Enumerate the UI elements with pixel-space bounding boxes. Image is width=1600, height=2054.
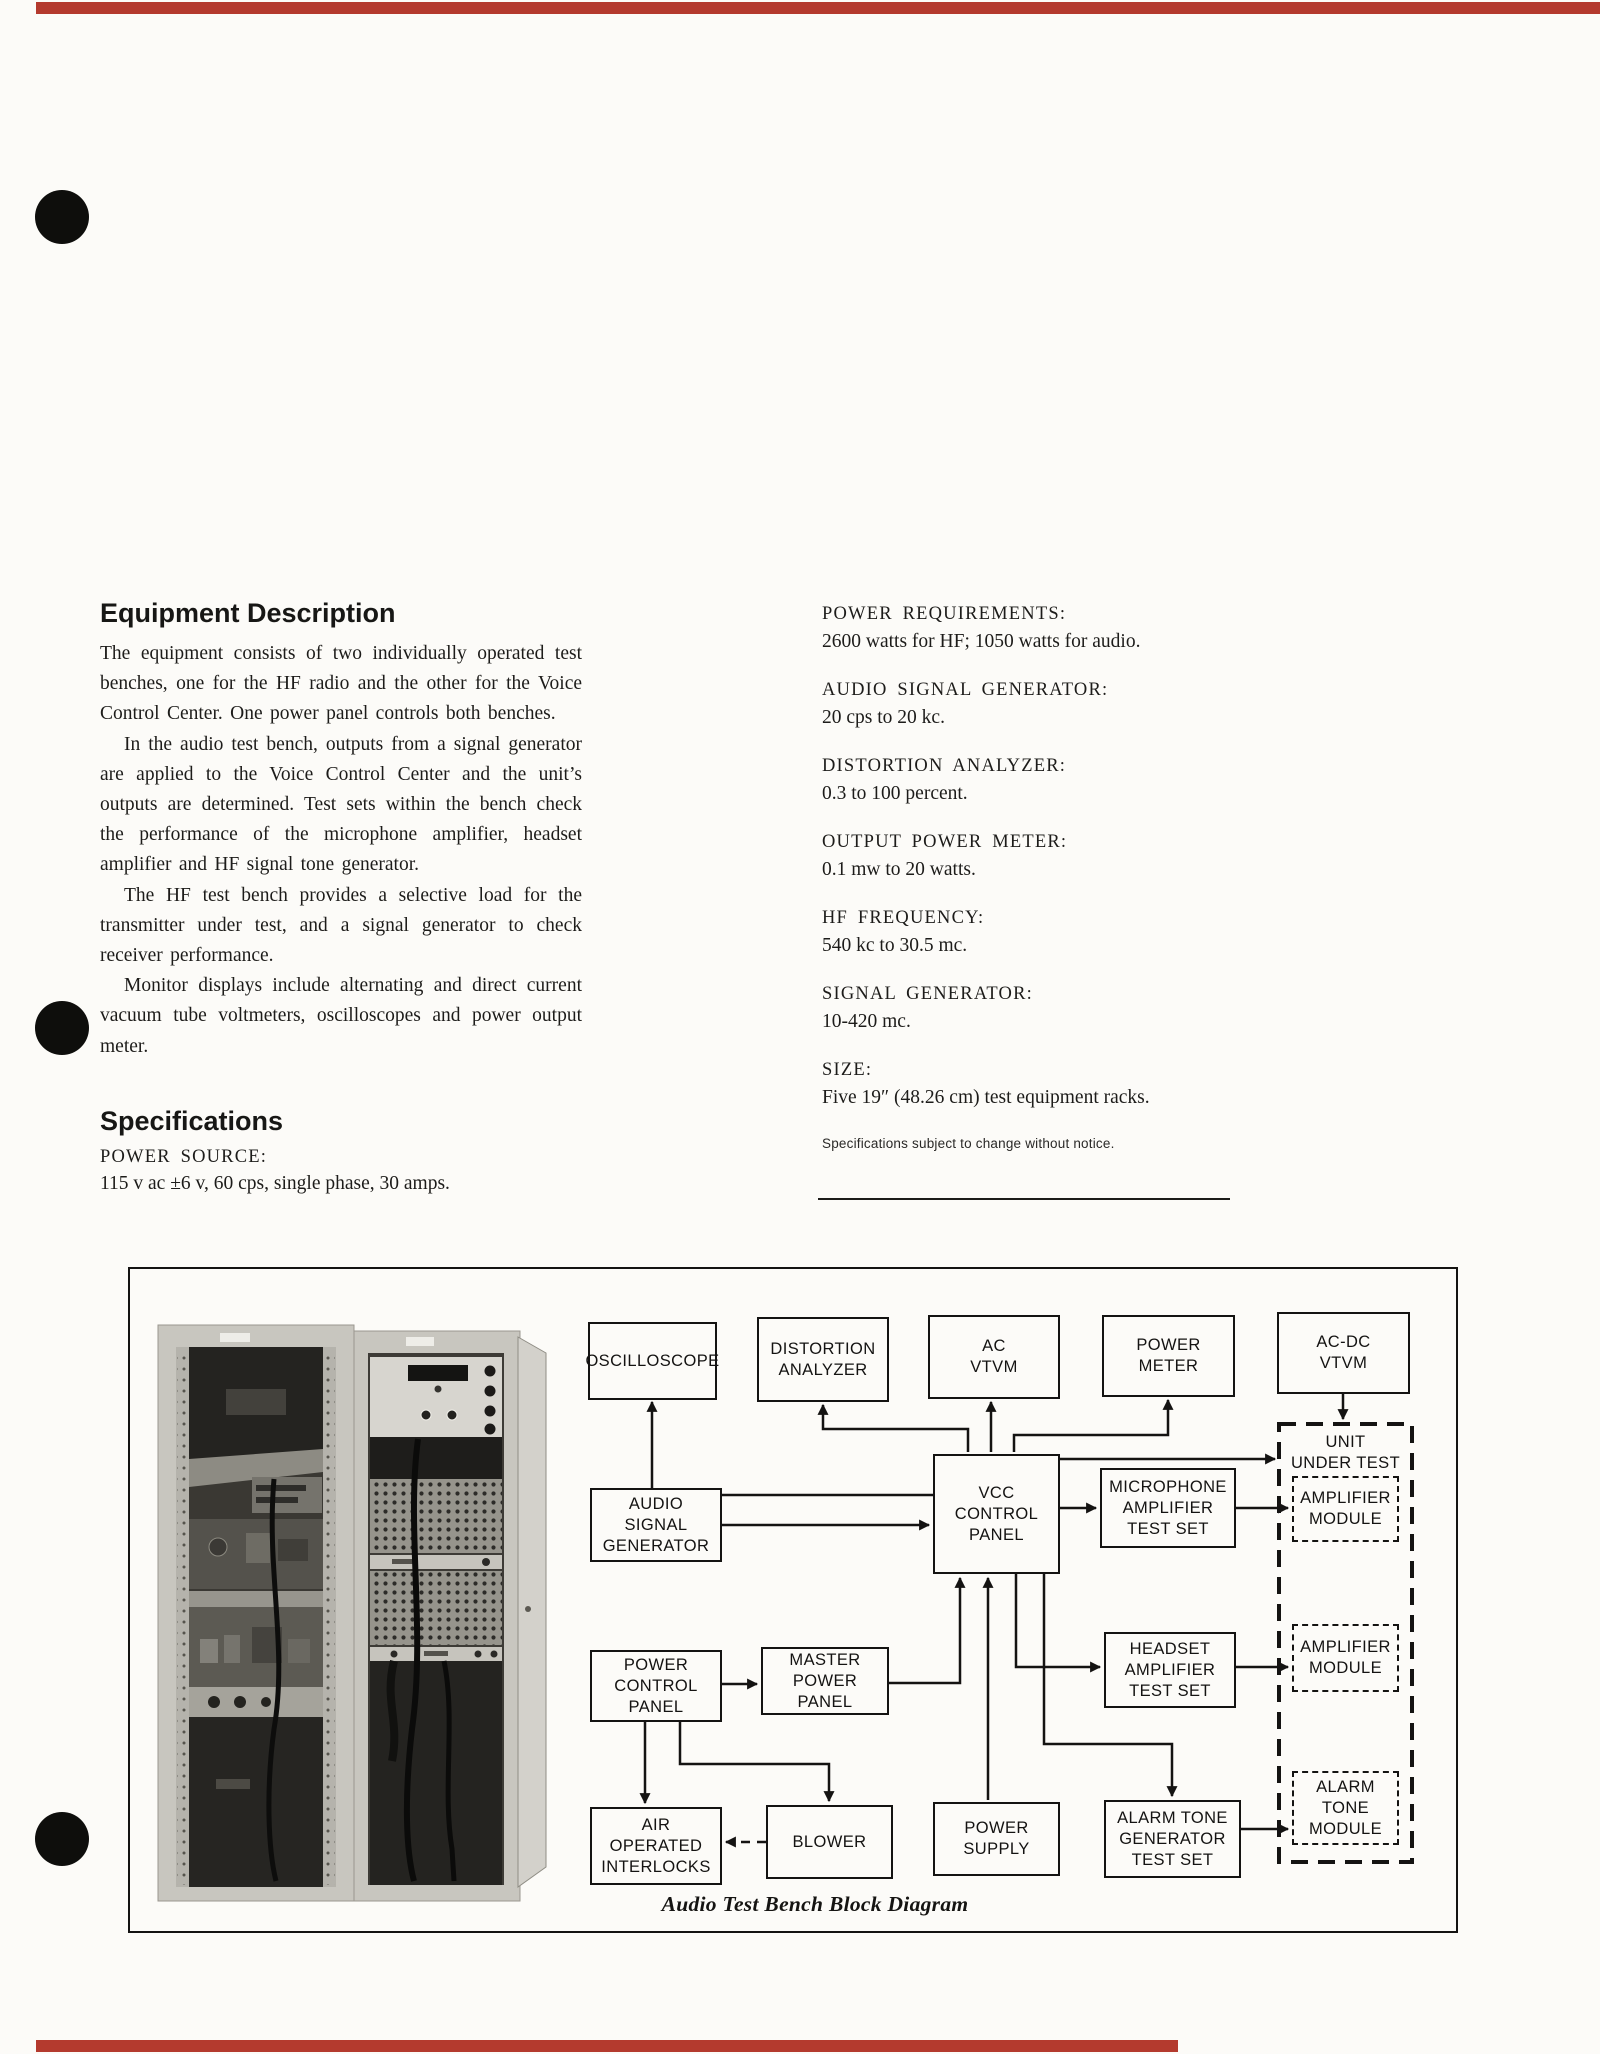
equipment-racks-photo: [156, 1309, 548, 1909]
footnote: Specifications subject to change without notice.: [822, 1136, 1115, 1151]
spec-label: SIZE:: [822, 1060, 873, 1080]
spec-label: AUDIO SIGNAL GENERATOR:: [822, 680, 1109, 700]
diagram-caption: Audio Test Bench Block Diagram: [661, 1892, 969, 1916]
box-headset-amplifier-test-set: HEADSET AMPLIFIER TEST SET: [1104, 1632, 1236, 1708]
box-vcc-control-panel: VCC CONTROL PANEL: [933, 1454, 1060, 1574]
spec-label: POWER SOURCE:: [100, 1146, 268, 1167]
box-audio-signal-generator: AUDIO SIGNAL GENERATOR: [590, 1488, 722, 1562]
box-master-power-panel: MASTER POWER PANEL: [761, 1647, 889, 1715]
spec-item: [822, 1060, 1258, 1109]
box-power-meter: POWER METER: [1102, 1315, 1235, 1397]
spec-item: [822, 756, 1258, 805]
spec-item: [822, 680, 1258, 729]
equipment-description-heading: Equipment Description: [100, 598, 396, 628]
spec-value: 540 kc to 30.5 mc.: [822, 935, 968, 956]
connector-master-power-panel-to-vcc: [889, 1578, 960, 1683]
registration-dot-3: [35, 1812, 89, 1866]
paragraph: The HF test bench provides a selective load for the transmitter under test, and a signal generator to check receiver performance.: [100, 884, 582, 967]
spec-item: [822, 832, 1258, 881]
spec-value: Five 19″ (48.26 cm) test equipment racks.: [822, 1087, 1150, 1108]
connector-pcp-to-blower: [680, 1722, 829, 1801]
box-ac-vtvm: AC VTVM: [928, 1315, 1060, 1399]
spec-label: SIGNAL GENERATOR:: [822, 984, 1033, 1004]
red-rule-bottom: [36, 2040, 1178, 2052]
box-oscilloscope: OSCILLOSCOPE: [588, 1322, 717, 1400]
spec-label: OUTPUT POWER METER:: [822, 832, 1068, 852]
specifications-section: [100, 1106, 582, 1195]
open-rack-door: [518, 1337, 546, 1887]
horizontal-rule: [818, 1198, 1230, 1200]
spec-label: POWER REQUIREMENTS:: [822, 604, 1067, 624]
paragraph: In the audio test bench, outputs from a signal generator are applied to the Voice Control Center and the unit’s outputs are determined. Test sets within the bench check the performance of the microphone amplifier, headset amplifier and HF signal tone generator.: [100, 733, 582, 876]
rack-cabinet-left: [158, 1325, 354, 1901]
spec-value: 20 cps to 20 kc.: [822, 707, 945, 728]
box-power-supply: POWER SUPPLY: [933, 1802, 1060, 1876]
connector-vcc-to-power-meter: [1014, 1400, 1168, 1452]
left-column: [100, 598, 582, 1195]
equipment-description-body: [100, 639, 582, 1062]
box-acdc-vtvm: AC-DC VTVM: [1277, 1312, 1410, 1394]
spec-item: [822, 984, 1258, 1033]
box-distortion-analyzer: DISTORTION ANALYZER: [757, 1317, 889, 1402]
spec-item: [822, 604, 1258, 653]
spec-item: [822, 908, 1258, 957]
box-alarm-tone-module: ALARM TONE MODULE: [1292, 1771, 1399, 1845]
box-microphone-amplifier-test-set: MICROPHONE AMPLIFIER TEST SET: [1100, 1468, 1236, 1548]
connector-vcc-to-distortion-analyzer: [823, 1405, 968, 1452]
specifications-heading: Specifications: [100, 1105, 284, 1136]
paragraph: The equipment consists of two individually operated test benches, one for the HF radio and the other for the Voice Control Center. One power panel controls both benches.: [100, 643, 582, 725]
connector-vcc-to-oscilloscope: [652, 1402, 933, 1495]
spec-value: 10-420 mc.: [822, 1011, 911, 1032]
paragraph: Monitor displays include alternating and direct current vacuum tube voltmeters, oscilloscopes and power output meter.: [100, 975, 582, 1057]
spec-value: 0.1 mw to 20 watts.: [822, 859, 976, 880]
block-diagram: [128, 1267, 1458, 1933]
registration-dot-2: [35, 1001, 89, 1055]
spec-value: 0.3 to 100 percent.: [822, 783, 968, 804]
registration-dot-1: [35, 190, 89, 244]
box-alarm-tone-generator-test-set: ALARM TONE GENERATOR TEST SET: [1104, 1800, 1241, 1878]
spec-value: 2600 watts for HF; 1050 watts for audio.: [822, 631, 1141, 652]
box-air-operated-interlocks: AIR OPERATED INTERLOCKS: [590, 1807, 722, 1885]
right-column: [822, 604, 1258, 1165]
box-amplifier-module-2: AMPLIFIER MODULE: [1292, 1624, 1399, 1692]
box-amplifier-module-1: AMPLIFIER MODULE: [1292, 1476, 1399, 1542]
red-rule-top: [36, 2, 1600, 14]
box-blower: BLOWER: [766, 1805, 893, 1879]
spec-value: 115 v ac ±6 v, 60 cps, single phase, 30 amps.: [100, 1172, 450, 1194]
box-power-control-panel: POWER CONTROL PANEL: [590, 1650, 722, 1722]
rack-cabinet-right: [354, 1331, 520, 1901]
spec-label: HF FREQUENCY:: [822, 908, 985, 928]
connector-vcc-to-headset-test-set: [1016, 1574, 1100, 1667]
label-unit-under-test: UNIT UNDER TEST: [1290, 1433, 1401, 1472]
spec-label: DISTORTION ANALYZER:: [822, 756, 1067, 776]
